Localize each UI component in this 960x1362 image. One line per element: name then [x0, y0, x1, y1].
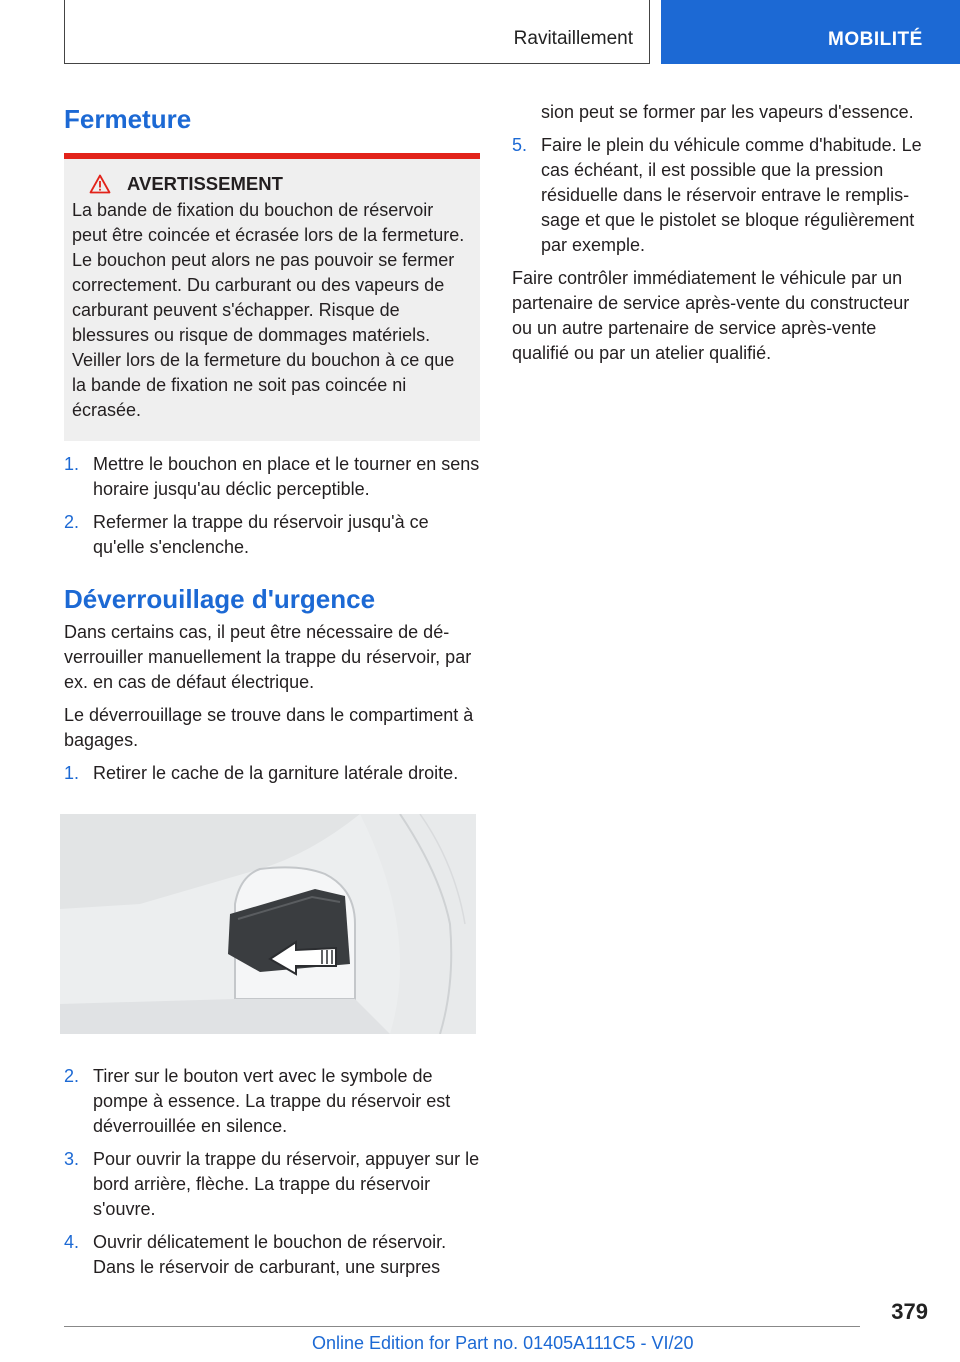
warning-box [64, 153, 480, 441]
step-text: Mettre le bouchon en place et le tourner en sens horaire jusqu'au déclic perceptible. [93, 454, 480, 499]
warning-triangle-icon [89, 174, 111, 194]
paragraph: Dans certains cas, il peut être nécessaire de déverrouiller manuellement la trappe du réservoir, par ex. en cas de défaut électrique. [64, 622, 472, 692]
step-number: 4. [64, 1232, 80, 1252]
step-text: Faire le plein du véhicule comme d'habitude. Le cas échéant, il est possible que la pression résiduelle dans le réservoir entrave le remplissage et que le pistolet se bloque régulièrement par exemple. [541, 135, 922, 255]
chapter-title: MOBILITÉ [828, 29, 923, 50]
step-text: Ouvrir délicatement le bouchon de réservoir. Dans le réservoir de carburant, une surpres [93, 1232, 447, 1277]
step-number: 2. [64, 1066, 80, 1086]
step-number: 5. [512, 135, 528, 155]
section-title: Ravitaillement [513, 28, 633, 49]
list-item [64, 510, 480, 560]
heading-fermeture: Fermeture [64, 104, 192, 134]
warning-title: AVERTISSEMENT [127, 173, 283, 194]
step-text: Pour ouvrir la trappe du réservoir, appuyer sur le bord arrière, flèche. La trappe du réservoir s'ouvre. [93, 1149, 480, 1219]
step-number: 2. [64, 512, 80, 532]
warning-text: La bande de fixation du bouchon de réservoir peut être coincée et écrasée lors de la fermeture. Le bouchon peut alors ne pas pouvoir se fermer correctement. Du carburant ou des vapeurs de carburant peuvent s'échapper. Risque de blessures ou risque de dommages matériels. Veiller lors de la fermeture du bouchon à ce que la bande de fixation ne soit pas coincée ni écrasée. [72, 200, 465, 420]
right-column [512, 100, 928, 374]
footer-divider [64, 1326, 860, 1327]
header-section-box [64, 0, 650, 64]
list-item [64, 761, 480, 786]
warning-header [72, 171, 472, 196]
list-item [64, 1147, 480, 1222]
step-number: 3. [64, 1149, 80, 1169]
edition-link[interactable]: Online Edition for Part no. 01405A111C5 - VI/20 [312, 1333, 694, 1353]
list-item [512, 133, 928, 258]
step-text: Retirer le cache de la garniture latérale droite. [93, 763, 459, 783]
left-column [64, 102, 480, 1288]
trunk-release-illustration [60, 814, 476, 1034]
list-item [64, 1064, 480, 1139]
step-number: 1. [64, 454, 80, 474]
step-text: Refermer la trappe du réservoir jusqu'à ce qu'elle s'enclenche. [93, 512, 429, 557]
step-continuation: sion peut se former par les vapeurs d'essence. [541, 102, 914, 122]
paragraph: Le déverrouillage se trouve dans le compartiment à bagages. [64, 705, 474, 750]
page-number: 379 [891, 1299, 928, 1324]
heading-deverrouillage: Déverrouillage d'urgence [64, 584, 376, 614]
step-text: Tirer sur le bouton vert avec le symbole de pompe à essence. La trappe du réservoir est déverrouillée en silence. [93, 1066, 451, 1136]
list-item [64, 1230, 480, 1280]
paragraph: Faire contrôler immédiatement le véhicule par un partenaire de service après-vente du constructeur ou un autre partenaire de service après-vente qualifié ou par un atelier qualifié. [512, 268, 910, 363]
list-item [64, 452, 480, 502]
step-number: 1. [64, 763, 80, 783]
